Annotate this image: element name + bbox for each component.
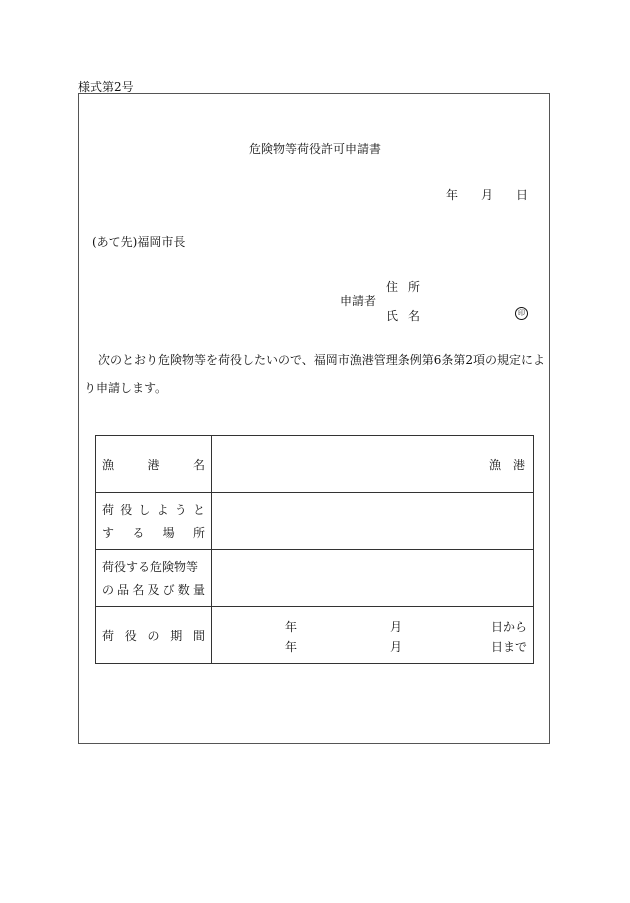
- label-char: よ: [156, 503, 169, 517]
- hazmat-name-quantity-value-cell[interactable]: [212, 550, 534, 607]
- hazmat-name-quantity-label-cell: [96, 550, 212, 607]
- label-char: 名: [132, 583, 145, 597]
- page-title: 危険物等荷役許可申請書: [248, 142, 381, 156]
- label-char: 役: [120, 503, 133, 517]
- table-row: [96, 607, 534, 664]
- period-from-day: 日から: [490, 620, 527, 634]
- table-row: [96, 493, 534, 550]
- label-char: び: [162, 583, 175, 597]
- period-to-year: 年: [285, 640, 298, 654]
- date-day-label: 日: [516, 188, 529, 202]
- label-char: る: [132, 526, 145, 540]
- label-char: 量: [192, 583, 205, 597]
- label-char: の: [102, 583, 115, 597]
- address-label: 住所: [386, 280, 431, 294]
- date-year-label: 年: [446, 188, 459, 202]
- label-char: 名: [192, 457, 205, 472]
- label-char: 場: [162, 526, 175, 540]
- label-char: の: [147, 628, 160, 643]
- period-from-month: 月: [390, 620, 403, 634]
- label-char: 港: [147, 457, 160, 472]
- seal-icon: 印: [515, 307, 528, 320]
- label-char: と: [192, 503, 205, 517]
- label-char: し: [138, 503, 151, 517]
- label-char: 荷: [102, 503, 115, 517]
- label-char: う: [174, 503, 187, 517]
- addressee: (あて先)福岡市長: [92, 235, 186, 249]
- period-to-day: 日まで: [490, 640, 527, 654]
- table-row: [96, 436, 534, 493]
- handling-period-label-cell: [96, 607, 212, 664]
- label-char: 及: [147, 583, 160, 597]
- fishing-port-value-cell[interactable]: [212, 436, 534, 493]
- name-label: 氏名: [386, 309, 431, 323]
- handling-place-label-cell: [96, 493, 212, 550]
- label-char: 品: [117, 583, 130, 597]
- label-char: 漁: [102, 457, 115, 472]
- label-char: 荷: [102, 628, 115, 643]
- label-char: 間: [192, 628, 205, 643]
- label-char: 数: [177, 583, 190, 597]
- fishing-port-suffix: 漁 港: [488, 457, 525, 472]
- application-details-table: [95, 435, 534, 664]
- date-month-label: 月: [481, 188, 494, 202]
- label-char: 役: [124, 628, 137, 643]
- applicant-label: 申請者: [340, 294, 377, 308]
- form-number: 様式第2号: [78, 80, 134, 94]
- period-to-month: 月: [390, 640, 403, 654]
- label-line: 荷役する危険物等: [102, 560, 199, 574]
- table-row: [96, 550, 534, 607]
- handling-period-value-cell[interactable]: [212, 607, 534, 664]
- label-char: す: [102, 526, 115, 540]
- period-from-year: 年: [285, 620, 298, 634]
- label-char: 所: [192, 526, 205, 540]
- period-fields: [212, 607, 533, 663]
- label-char: 期: [170, 628, 183, 643]
- fishing-port-label-cell: [96, 436, 212, 493]
- body-paragraph: 次のとおり危険物等を荷役したいので、福岡市漁港管理条例第6条第2項の規定により申請します。: [84, 353, 546, 395]
- handling-place-value-cell[interactable]: [212, 493, 534, 550]
